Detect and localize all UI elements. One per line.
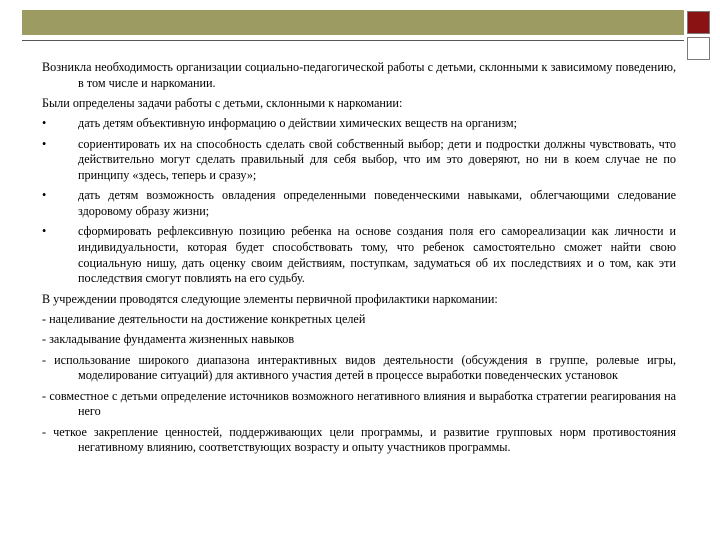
prevention-item: - нацеливание деятельности на достижение конкретных целей xyxy=(42,311,366,326)
intro-paragraph: Возникла необходимость организации социально-педагогической работы с детьми, склонными к зависимому поведению, в том числе и наркомании. xyxy=(42,60,676,90)
task-item xyxy=(42,224,676,286)
prevention-item: - совместное с детьми определение источников возможного негативного влияния и выработка стратегии реагирования на него xyxy=(42,388,676,419)
accent-square-white xyxy=(687,37,710,60)
task-text: дать детям объективную информацию о действии химических веществ на организм; xyxy=(78,116,518,131)
header-divider xyxy=(22,40,684,41)
slide-body xyxy=(42,60,676,461)
task-text: сформировать рефлексивную позицию ребенка на основе создания поля его самореализации как личности и индивидуальности, которая будет способствовать тому, что ребенок самостоятельно сможет найти свою социальную нишу, дать оценку своим действиям, поступкам, задуматься об их последствиях и о том, как эти последствия смогут повлиять на его судьбу. xyxy=(78,224,676,286)
tasks-heading: Были определены задачи работы с детьми, склонными к наркомании: xyxy=(42,95,403,110)
task-item xyxy=(42,137,676,184)
task-text: сориентировать их на способность сделать свой собственный выбор; дети и подростки должны чувствовать, что действительно могут сделать правильный для себя выбор, что им это доверяют, но ни в коем случае не по принципу «здесь, теперь и сразу»; xyxy=(78,136,676,182)
task-text: дать детям возможность овладения определенными поведенческими навыками, облегчающими следование здоровому образу жизни; xyxy=(78,188,676,218)
accent-square-red xyxy=(687,11,710,34)
bullet-icon: • xyxy=(42,136,47,151)
prevention-item: - четкое закрепление ценностей, поддерживающих цели программы, и развитие групповых норм противостояния негативному влиянию, соответствующих возрасту и опыту участников программы. xyxy=(42,424,676,455)
bullet-icon: • xyxy=(42,116,47,131)
prevention-heading: В учреждении проводятся следующие элементы первичной профилактики наркомании: xyxy=(42,291,498,306)
prevention-item: - использование широкого диапазона интерактивных видов деятельности (обсуждения в группе, ролевые игры, моделирование ситуаций) для активного участия детей в процессе выработки поведенческих установок xyxy=(42,352,676,383)
task-item xyxy=(42,188,676,219)
prevention-item: - закладывание фундамента жизненных навыков xyxy=(42,332,295,347)
task-item xyxy=(42,116,676,132)
title-band xyxy=(22,10,684,35)
bullet-icon: • xyxy=(42,188,47,203)
bullet-icon: • xyxy=(42,224,47,239)
